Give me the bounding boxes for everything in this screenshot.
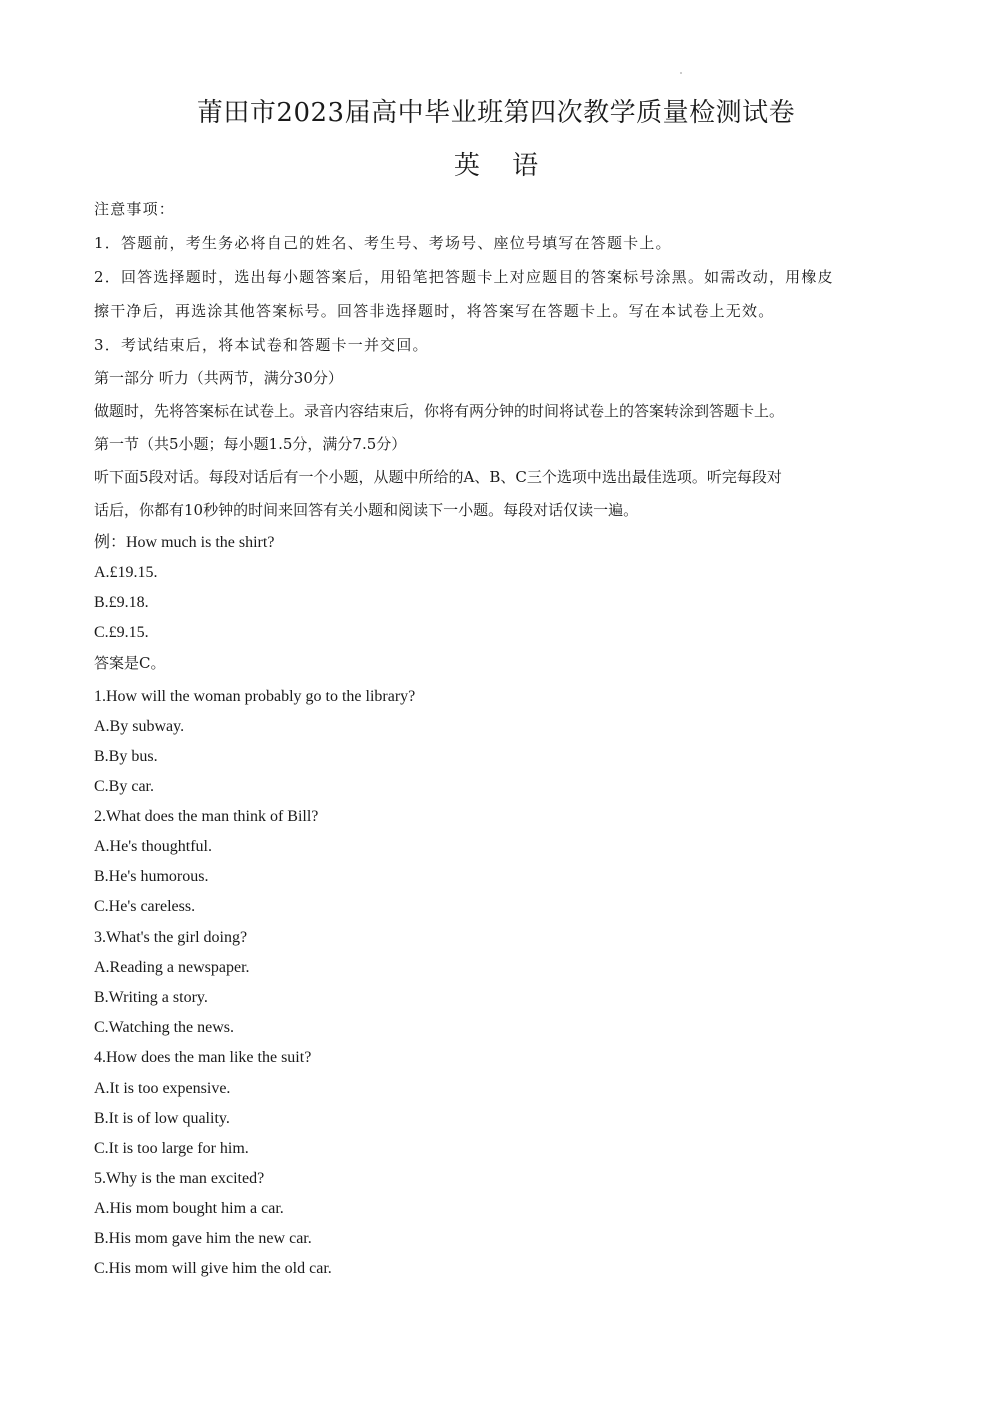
question-5-option-a: A.His mom bought him a car.	[94, 1200, 284, 1217]
notice-item-2-cont: 擦干净后，再选涂其他答案标号。回答非选择题时，将答案写在答题卡上。写在本试卷上无效。	[94, 302, 775, 320]
exam-body	[94, 198, 904, 1280]
section1-heading: 第一节（共5小题；每小题1.5分，满分7.5分）	[94, 435, 407, 453]
notice-item-3: 3．考试结束后，将本试卷和答题卡一并交回。	[94, 336, 429, 354]
question-4-option-b: B.It is of low quality.	[94, 1110, 230, 1127]
example-question: 例：How much is the shirt?	[94, 534, 275, 551]
question-4-option-c: C.It is too large for him.	[94, 1140, 249, 1157]
question-3-option-b: B.Writing a story.	[94, 989, 208, 1006]
question-1-option-c: C.By car.	[94, 778, 154, 795]
notice-heading: 注意事项：	[94, 200, 176, 218]
example-option-c: C.£9.15.	[94, 624, 149, 641]
question-1-option-b: B.By bus.	[94, 748, 158, 765]
question-5-option-c: C.His mom will give him the old car.	[94, 1260, 332, 1277]
question-2-option-c: C.He's careless.	[94, 898, 196, 915]
example-option-a: A.£19.15.	[94, 564, 158, 581]
question-4: 4.How does the man like the suit?	[94, 1049, 312, 1066]
question-1: 1.How will the woman probably go to the library?	[94, 688, 416, 705]
exam-title: 莆田市2023届高中毕业班第四次教学质量检测试卷	[196, 98, 796, 128]
scan-speck	[680, 72, 682, 74]
question-5-option-b: B.His mom gave him the new car.	[94, 1230, 312, 1247]
question-4-option-a: A.It is too expensive.	[94, 1080, 231, 1097]
section1-instruction-cont: 话后，你都有10秒钟的时间来回答有关小题和阅读下一小题。每段对话仅读一遍。	[94, 501, 639, 519]
question-2-option-a: A.He's thoughtful.	[94, 838, 212, 855]
question-5: 5.Why is the man excited?	[94, 1170, 265, 1187]
notice-item-2: 2．回答选择题时，选出每小题答案后，用铅笔把答题卡上对应题目的答案标号涂黑。如需改动，用橡皮	[94, 268, 834, 286]
question-3-option-a: A.Reading a newspaper.	[94, 959, 250, 976]
subject-title: 英 语	[453, 151, 551, 181]
notice-item-1: 1．答题前，考生务必将自己的姓名、考生号、考场号、座位号填写在答题卡上。	[94, 234, 672, 252]
example-option-b: B.£9.18.	[94, 594, 149, 611]
question-1-option-a: A.By subway.	[94, 718, 185, 735]
question-3-option-c: C.Watching the news.	[94, 1019, 235, 1036]
question-3: 3.What's the girl doing?	[94, 929, 248, 946]
section1-instruction: 听下面5段对话。每段对话后有一个小题，从题中所给的A、B、C三个选项中选出最佳选项。听完每段对	[94, 468, 782, 486]
example-answer: 答案是C。	[94, 654, 166, 672]
part1-instruction: 做题时，先将答案标在试卷上。录音内容结束后，你将有两分钟的时间将试卷上的答案转涂到答题卡上。	[94, 402, 785, 420]
part1-heading: 第一部分 听力（共两节，满分30分）	[94, 369, 343, 387]
question-2-option-b: B.He's humorous.	[94, 868, 209, 885]
question-2: 2.What does the man think of Bill?	[94, 808, 319, 825]
